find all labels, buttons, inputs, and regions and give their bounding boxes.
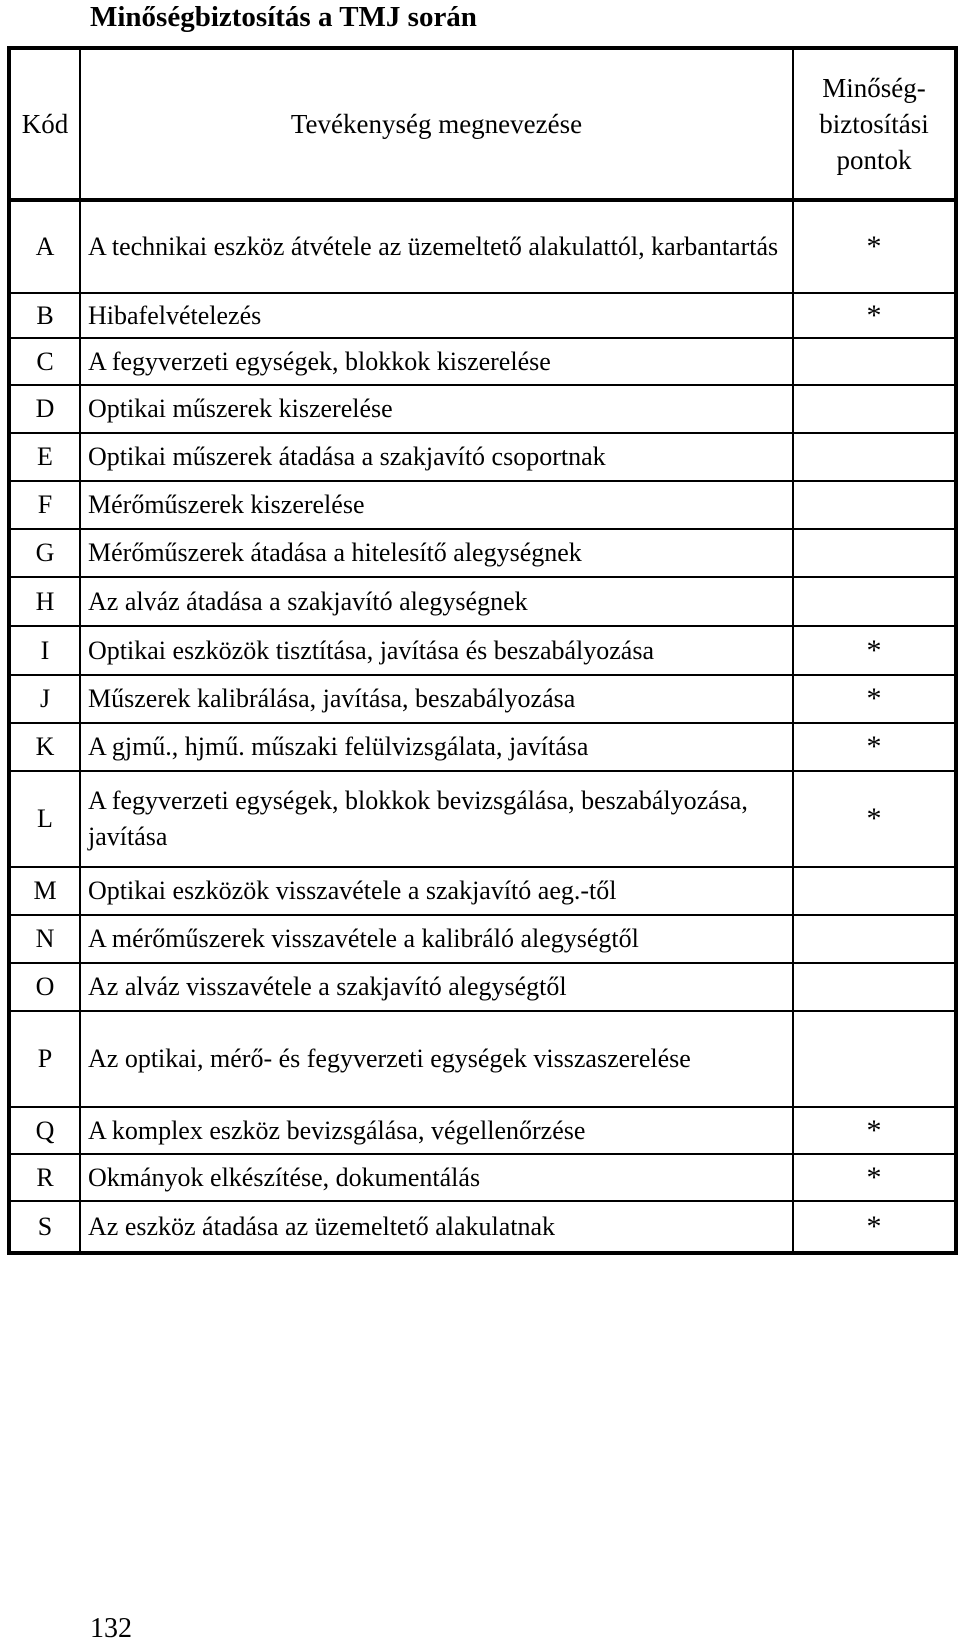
row-activity: Műszerek kalibrálása, javítása, beszabályozása: [80, 675, 793, 723]
document-title: Minőségbiztosítás a TMJ során: [90, 1, 477, 33]
table-row: [9, 1201, 956, 1253]
qa-point-marker: *: [793, 675, 956, 723]
row-code: C: [9, 338, 80, 385]
row-code: G: [9, 529, 80, 577]
header-qa-line: Minőség-: [822, 73, 926, 103]
quality-assurance-table: [7, 46, 958, 1255]
row-code: S: [9, 1201, 80, 1253]
table-row: [9, 577, 956, 626]
table-row: [9, 723, 956, 771]
qa-point-marker: [793, 338, 956, 385]
row-code: D: [9, 385, 80, 433]
qa-point-marker: *: [793, 293, 956, 338]
row-code: H: [9, 577, 80, 626]
qa-point-marker: [793, 529, 956, 577]
row-activity: A fegyverzeti egységek, blokkok kiszerelése: [80, 338, 793, 385]
qa-point-marker: [793, 867, 956, 915]
header-qa-line: pontok: [836, 145, 912, 175]
row-code: E: [9, 433, 80, 481]
row-code: A: [9, 200, 80, 293]
row-activity: Optikai eszközök visszavétele a szakjavító aeg.-től: [80, 867, 793, 915]
row-code: L: [9, 771, 80, 867]
qa-point-marker: *: [793, 626, 956, 675]
qa-point-marker: *: [793, 200, 956, 293]
row-activity: Az eszköz átadása az üzemeltető alakulatnak: [80, 1201, 793, 1253]
row-activity: Optikai műszerek átadása a szakjavító csoportnak: [80, 433, 793, 481]
qa-point-marker: *: [793, 1107, 956, 1154]
row-code: J: [9, 675, 80, 723]
table-row: [9, 1107, 956, 1154]
table-row: [9, 867, 956, 915]
table-row: [9, 385, 956, 433]
qa-point-marker: *: [793, 1201, 956, 1253]
table-row: [9, 200, 956, 293]
row-activity: A komplex eszköz bevizsgálása, végellenőrzése: [80, 1107, 793, 1154]
qa-point-marker: [793, 577, 956, 626]
table-row: [9, 338, 956, 385]
table-row: [9, 1154, 956, 1201]
table-row: [9, 771, 956, 867]
table-row: [9, 675, 956, 723]
row-activity: Mérőműszerek kiszerelése: [80, 481, 793, 529]
qa-point-marker: *: [793, 771, 956, 867]
row-activity: Hibafelvételezés: [80, 293, 793, 338]
row-activity: Optikai eszközök tisztítása, javítása és beszabályozása: [80, 626, 793, 675]
row-code: B: [9, 293, 80, 338]
qa-point-marker: [793, 385, 956, 433]
header-code: Kód: [9, 48, 80, 200]
row-activity: Mérőműszerek átadása a hitelesítő alegységnek: [80, 529, 793, 577]
qa-point-marker: *: [793, 723, 956, 771]
header-qa-line: biztosítási: [819, 109, 929, 139]
qa-point-marker: [793, 915, 956, 963]
row-activity: Az alváz átadása a szakjavító alegységnek: [80, 577, 793, 626]
table-row: [9, 433, 956, 481]
row-code: R: [9, 1154, 80, 1201]
row-activity: Okmányok elkészítése, dokumentálás: [80, 1154, 793, 1201]
row-activity: A technikai eszköz átvétele az üzemeltető alakulattól, karbantartás: [80, 200, 793, 293]
row-activity: A gjmű., hjmű. műszaki felülvizsgálata, javítása: [80, 723, 793, 771]
row-code: O: [9, 963, 80, 1011]
row-code: P: [9, 1011, 80, 1107]
table-row: [9, 1011, 956, 1107]
row-activity: A fegyverzeti egységek, blokkok bevizsgálása, beszabályozása, javítása: [80, 771, 793, 867]
table-row: [9, 529, 956, 577]
row-code: K: [9, 723, 80, 771]
row-activity: A mérőműszerek visszavétele a kalibráló alegységtől: [80, 915, 793, 963]
row-code: I: [9, 626, 80, 675]
row-code: F: [9, 481, 80, 529]
header-activity: Tevékenység megnevezése: [80, 48, 793, 200]
qa-point-marker: *: [793, 1154, 956, 1201]
qa-point-marker: [793, 481, 956, 529]
table-row: [9, 293, 956, 338]
row-code: M: [9, 867, 80, 915]
table-row: [9, 481, 956, 529]
page-number: 132: [90, 1613, 132, 1644]
qa-point-marker: [793, 1011, 956, 1107]
header-qa-points: [793, 48, 956, 200]
header-row: [9, 48, 956, 200]
table-row: [9, 626, 956, 675]
row-activity: Az optikai, mérő- és fegyverzeti egységek visszaszerelése: [80, 1011, 793, 1107]
row-activity: Optikai műszerek kiszerelése: [80, 385, 793, 433]
row-code: N: [9, 915, 80, 963]
table-row: [9, 963, 956, 1011]
row-activity: Az alváz visszavétele a szakjavító alegységtől: [80, 963, 793, 1011]
table-row: [9, 915, 956, 963]
qa-point-marker: [793, 433, 956, 481]
row-code: Q: [9, 1107, 80, 1154]
qa-point-marker: [793, 963, 956, 1011]
